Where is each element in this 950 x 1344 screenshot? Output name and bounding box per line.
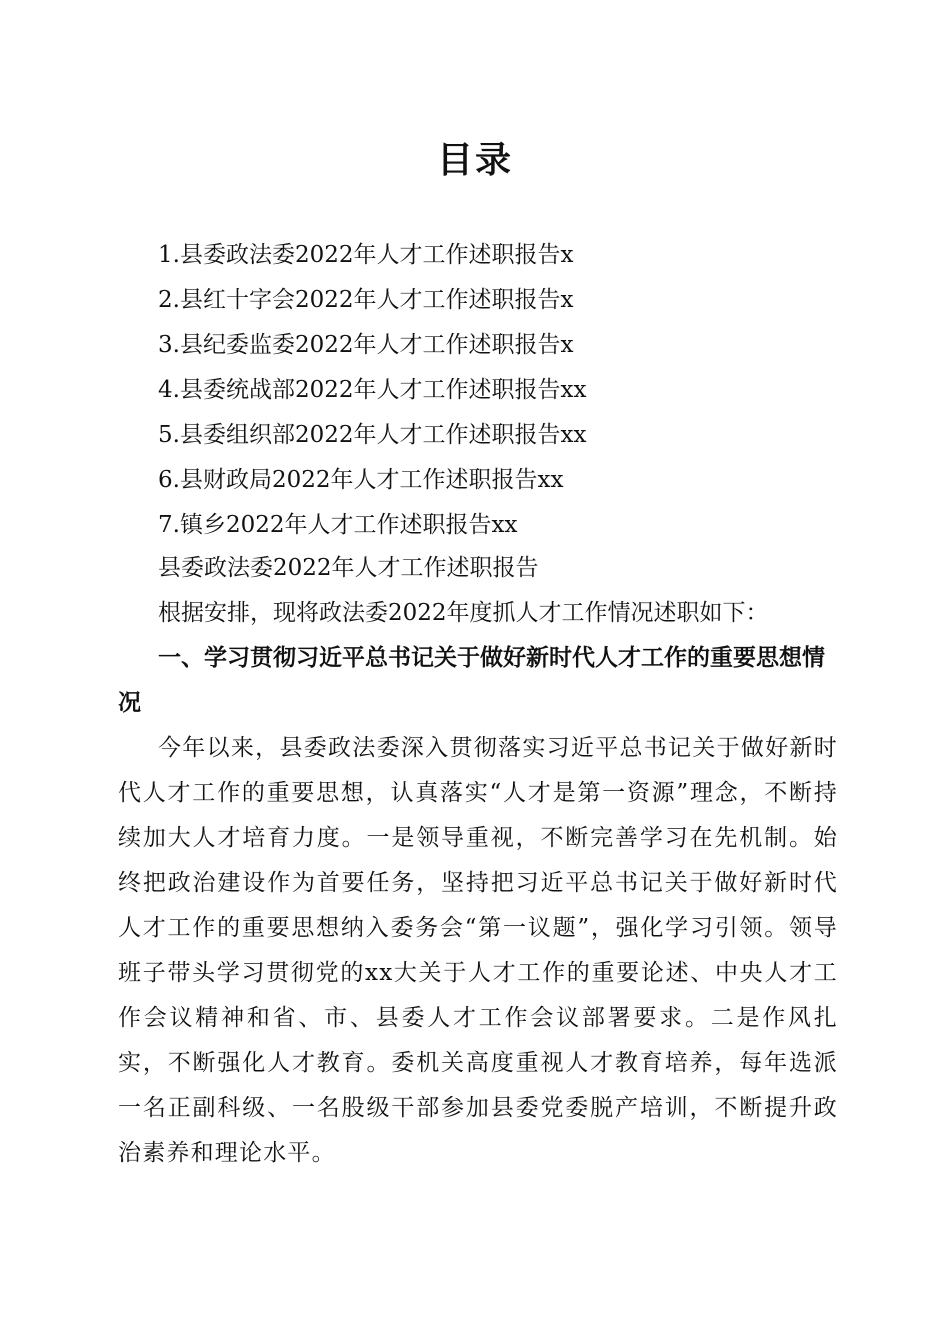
toc-item: 4.县委统战部2022年人才工作述职报告xx xyxy=(158,377,587,403)
table-of-contents xyxy=(158,233,586,548)
toc-item: 1.县委政法委2022年人才工作述职报告x xyxy=(158,242,574,268)
page-title: 目录 xyxy=(436,139,513,181)
report-title: 县委政法委2022年人才工作述职报告 xyxy=(158,555,539,581)
toc-item: 3.县纪委监委2022年人才工作述职报告x xyxy=(158,332,574,358)
toc-item: 7.镇乡2022年人才工作述职报告xx xyxy=(158,512,518,538)
toc-item: 5.县委组织部2022年人才工作述职报告xx xyxy=(158,422,587,448)
intro-paragraph: 根据安排，现将政法委2022年度抓人才工作情况述职如下： xyxy=(158,600,769,626)
section-heading: 一、学习贯彻习近平总书记关于做好新时代人才工作的重要思想情况 xyxy=(118,645,825,716)
toc-item: 2.县红十字会2022年人才工作述职报告x xyxy=(158,287,574,313)
toc-item: 6.县财政局2022年人才工作述职报告xx xyxy=(158,467,564,493)
report-body xyxy=(118,546,838,1176)
body-paragraph: 今年以来，县委政法委深入贯彻落实习近平总书记关于做好新时代人才工作的重要思想，认真落实“人才是第一资源”理念，不断持续加大人才培育力度。一是领导重视，不断完善学习在先机制。始终把政治建设作为首要任务，坚持把习近平总书记关于做好新时代人才工作的重要思想纳入委务会“第一议题”，强化学习引领。领导班子带头学习贯彻党的xx大关于人才工作的重要论述、中央人才工作会议精神和省、市、县委人才工作会议部署要求。二是作风扎实，不断强化人才教育。委机关高度重视人才教育培养，每年选派一名正副科级、一名股级干部参加县委党委脱产培训，不断提升政治素养和理论水平。 xyxy=(118,735,838,1166)
